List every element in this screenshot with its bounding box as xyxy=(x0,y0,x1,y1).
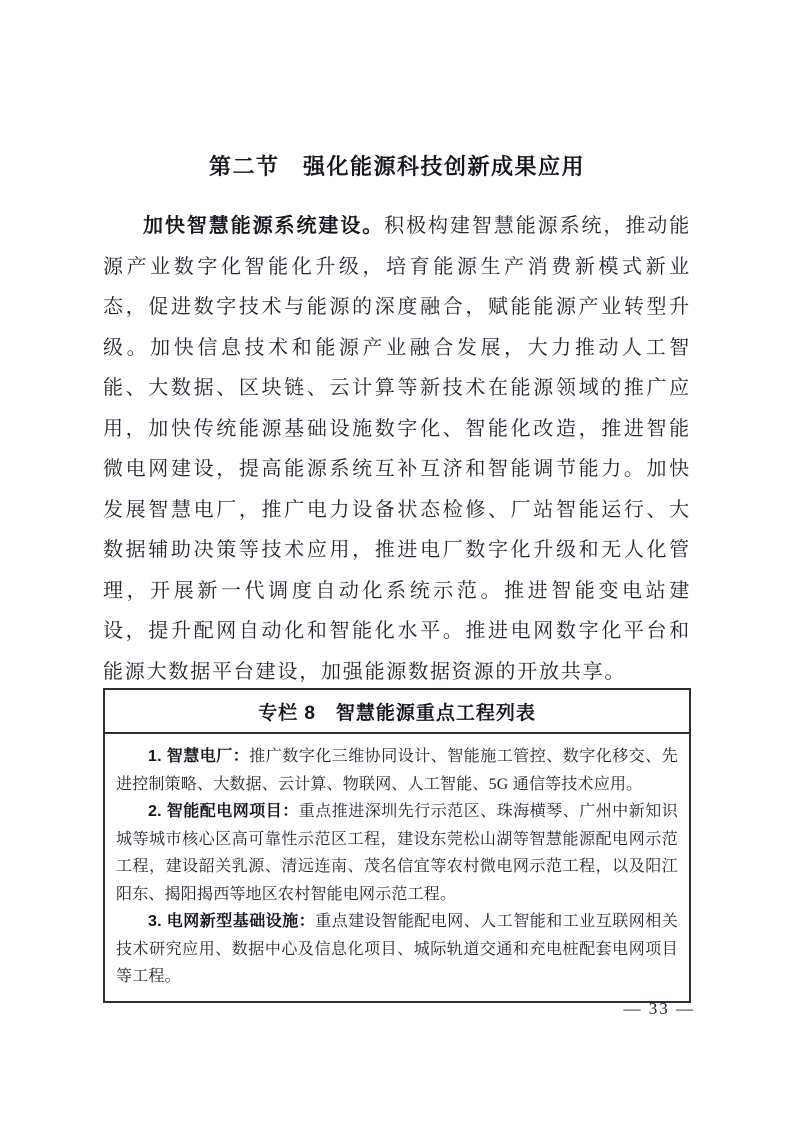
section-title: 第二节 强化能源科技创新成果应用 xyxy=(208,154,585,179)
box-item-2-text: 重点推进深圳先行示范区、珠海横琴、广州中新知识城等城市核心区高可靠性示范区工程，建设东莞松山湖等智慧能源配电网示范工程，建设韶关乳源、清远连南、茂名信宜等农村微电网示范工程，以及阳江阳东、揭阳揭西等地区农村智能电网示范工程。 xyxy=(116,803,678,903)
box-item-3 xyxy=(116,908,678,991)
box-item-1-label: 1. 智慧电厂： xyxy=(148,748,250,765)
paragraph-body-text: 积极构建智慧能源系统，推动能源产业数字化智能化升级，培育能源生产消费新模式新业态，促进数字技术与能源的深度融合，赋能能源产业转型升级。加快信息技术和能源产业融合发展，大力推动人工智能、大数据、区块链、云计算等新技术在能源领域的推广应用，加快传统能源基础设施数字化、智能化改造，推进智能微电网建设，提高能源系统互补互济和智能调节能力。加快发展智慧电厂，推广电力设备状态检修、厂站智能运行、大数据辅助决策等技术应用，推进电厂数字化升级和无人化管理，开展新一代调度自动化系统示范。推进智能变电站建设，提升配网自动化和智能化水平。推进电网数字化平台和能源大数据平台建设，加强能源数据资源的开放共享。 xyxy=(103,215,691,683)
box-item-3-text: 重点建设智能配电网、人工智能和工业互联网相关技术研究应用、数据中心及信息化项目、城际轨道交通和充电桩配套电网项目等工程。 xyxy=(116,913,678,985)
body-paragraph xyxy=(103,206,691,692)
highlight-box xyxy=(103,688,691,1003)
box-item-2-label: 2. 智能配电网项目： xyxy=(148,803,299,820)
box-item-2 xyxy=(116,798,678,908)
highlight-box-body xyxy=(105,734,689,1001)
highlight-box-title: 专栏 8 智慧能源重点工程列表 xyxy=(105,690,689,734)
page-number: — 33 — xyxy=(623,999,695,1018)
box-item-1 xyxy=(116,743,678,798)
paragraph-lead-bold: 加快智慧能源系统建设。 xyxy=(143,215,385,237)
box-item-3-label: 3. 电网新型基础设施： xyxy=(148,913,316,930)
box-item-1-text: 推广数字化三维协同设计、智能施工管控、数字化移交、先进控制策略、大数据、云计算、物联网、人工智能、5G 通信等技术应用。 xyxy=(116,748,679,793)
